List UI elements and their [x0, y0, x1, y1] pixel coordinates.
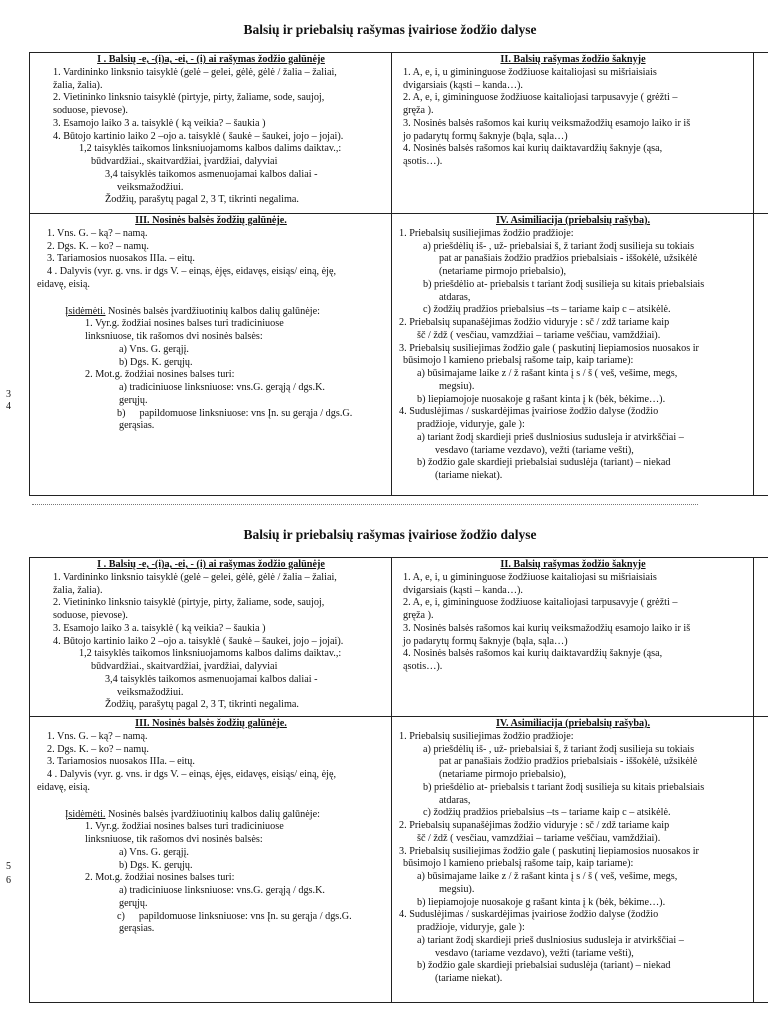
section-4-line: atdaras, [439, 291, 471, 303]
section-1-line: soduose, pievose). [53, 105, 128, 116]
section-3-note-line: a) tradiciniuose linksniuose: vns.G. gerąją / dgs.K. [119, 885, 325, 896]
list-marker: c) [117, 910, 125, 922]
section-4-line: pradžioje, viduryje, gale ): [417, 922, 525, 933]
section-4-line: (netariame pirmojo priebalsio), [439, 769, 567, 780]
section-4-cell [395, 718, 751, 1001]
section-1-line: Žodžių, parašytų pagal 2, 3 T, tikrinti negalima. [105, 194, 299, 206]
note-text: Nosinės balsės įvardžiuotinių kalbos dalių galūnėje: [105, 305, 320, 317]
section-2-line: 1. A, e, i, u gimininguose žodžiuose kaitaliojasi su mišriaisiais [403, 66, 657, 78]
section-4-line: c) žodžių pradžios priebalsius –ts – tariame kaip c – atsikėlė. [423, 807, 671, 819]
section-2-line: dvigarsiais (kąsti – kanda…). [403, 584, 523, 596]
section-1-line: veiksmažodžiui. [117, 181, 184, 193]
section-3-note-line: b) Dgs. K. gerųjų. [119, 356, 193, 368]
section-2-cell [395, 54, 751, 212]
section-3-line: 3. Tariamosios nuosakos IIIa. – eitų. [47, 756, 195, 768]
cut-line-divider [32, 504, 698, 505]
section-1-line: 1,2 taisyklės taikomos linksniuojamoms kalbos dalims daiktav.,: [79, 143, 342, 155]
note-text: papildomuose linksniuose: vns Įn. su gerąja / dgs.G. [139, 407, 353, 419]
section-3-note-line: 2. Mot.g. žodžiai nosines balses turi: [85, 872, 235, 884]
section-3-note-line: a) Vns. G. gerąjį. [119, 343, 189, 355]
section-3-line: eidavę, eisią. [37, 781, 90, 793]
page-number: 5 [6, 861, 11, 872]
section-3-line: 1. Vns. G. – ką? – namą. [47, 227, 148, 239]
section-4-line: šč / ždž ( vesčiau, vamzdžiai – tariame veščiau, vamždžiai). [417, 329, 661, 341]
section-4-line: (tariame niekat). [435, 973, 503, 984]
section-1-line: 1. Vardininko linksnio taisyklė (gelė – gelei, gėlė, gėlė / žalia – žaliai, [53, 571, 337, 583]
section-2-cell [395, 559, 751, 715]
section-2-line: 2. A, e, i, gimininguose žodžiuose kaitaliojasi tarpusavyje ( grėžti – [403, 92, 678, 104]
section-4-line: 3. Priebalsių susiliejimas žodžio gale ( paskutinį liepiamosios nuosakos ir [399, 845, 699, 857]
section-4-line: b) priešdėlio at- priebalsis t tariant žodį susilieja su kitais priebalsiais [423, 278, 705, 290]
section-4-line: a) tariant žodį skardieji prieš duslniosius sudusleja ir atvirkščiai – [417, 934, 684, 946]
section-3-line: 2. Dgs. K. – ko? – namų. [47, 743, 149, 755]
section-2-line: dvigarsiais (kąsti – kanda…). [403, 79, 523, 91]
section-4-line: a) būsimajame laike z / ž rašant kinta į s / š ( veš, vešime, megs, [417, 871, 678, 882]
section-2-line: 3. Nosinės balsės rašomos kai kurių veiksmažodžių esamojo laiko ir iš [403, 622, 691, 634]
section-2-line: jo padarytų formų šaknyje (bąla, sąla…) [403, 635, 568, 647]
section-3-note-line: linksniuose, tik rašomos dvi nosinės balsės: [85, 331, 263, 342]
section-3-cell [33, 718, 389, 1001]
section-2-line: jo padarytų formų šaknyje (bąla, sąla…) [403, 130, 568, 142]
page-title: Balsių ir priebalsių rašymas įvairiose žodžio dalyse [243, 22, 537, 37]
section-2-header: II. Balsių rašymas žodžio šaknyje [500, 559, 646, 570]
section-3-note-line: b) Dgs. K. gerųjų. [119, 859, 193, 871]
section-4-line: (tariame niekat). [435, 470, 503, 481]
section-4-header: IV. Asimiliacija (priebalsių rašyba). [495, 718, 651, 729]
section-3-line: 4 . Dalyvis (vyr. g. vns. ir dgs V. – einąs, ėjęs, eidavęs, eisiąs/ einą, ėję, [47, 266, 337, 277]
section-4-line: pat ar panašiais žodžio pradžios priebalsiais - iššokėlė, užsikėlė [439, 756, 698, 768]
section-4-line: (netariame pirmojo priebalsio), [439, 266, 567, 277]
list-marker: b) [117, 407, 126, 419]
section-1-line: 3. Esamojo laiko 3 a. taisyklė ( ką veikia? – šaukia ) [53, 117, 266, 129]
section-1-line: žalia, žalia). [53, 79, 103, 91]
section-1-line: 2. Vietininko linksnio taisyklė (pirtyje, pirty, žaliame, sode, saujoj, [53, 597, 325, 609]
section-1-cell [33, 54, 389, 212]
section-1-line: 4. Būtojo kartinio laiko 2 –ojo a. taisyklė ( šaukė – šaukei, jojo – jojai). [53, 635, 344, 647]
section-3-note [33, 809, 389, 822]
section-4-line: b) liepiamojoje nuosakoje g rašant kinta į k (bėk, bėkime…). [417, 896, 666, 908]
section-3-note-line: 2. Mot.g. žodžiai nosines balses turi: [85, 369, 235, 381]
section-4-line: būsimojo l kamieno priebalsį rašome taip, kaip tariame): [403, 858, 634, 870]
section-3-note-line: a) Vns. G. gerąjį. [119, 846, 189, 858]
section-3-note-line: gerųjų. [119, 394, 148, 406]
page-number: 6 [6, 875, 11, 886]
section-2-line: 4. Nosinės balsės rašomos kai kurių daiktavardžių šaknyje (ąsa, [403, 648, 663, 660]
section-4-line: megsiu). [439, 380, 475, 392]
section-4-line: vesdavo (tariame vezdavo), vežti (tariame vešti), [435, 444, 634, 456]
section-3-note-line: gerąsias. [119, 923, 155, 935]
section-1-line: 1. Vardininko linksnio taisyklė (gelė – gelei, gėlė, gėlė / žalia – žaliai, [53, 66, 337, 78]
section-4-line: 2. Priebalsių supanašėjimas žodžio viduryje : sč / zdž tariame kaip [399, 317, 670, 328]
section-1-line: soduose, pievose). [53, 610, 128, 621]
section-2-line: ąsotis…). [403, 156, 443, 167]
section-4-line: b) žodžio gale skardieji priebalsiai suduslėja (tariant) – niekad [417, 457, 671, 469]
section-4-header: IV. Asimiliacija (priebalsių rašyba). [495, 215, 651, 226]
section-3-note-line: 1. Vyr.g. žodžiai nosines balses turi tradiciniuose [85, 318, 284, 330]
section-1-cell [33, 559, 389, 715]
section-4-line: šč / ždž ( vesčiau, vamzdžiai – tariame veščiau, vamždžiai). [417, 832, 661, 844]
section-4-cell [395, 215, 751, 494]
section-4-line: b) žodžio gale skardieji priebalsiai suduslėja (tariant) – niekad [417, 960, 671, 972]
section-3-line: 1. Vns. G. – ką? – namą. [47, 730, 148, 742]
note-text: papildomuose linksniuose: vns Įn. su gerąja / dgs.G. [138, 910, 352, 922]
section-4-line: 3. Priebalsių susiliejimas žodžio gale ( paskutinį liepiamosios nuosakos ir [399, 342, 699, 354]
note-text: Nosinės balsės įvardžiuotinių kalbos dalių galūnėje: [105, 808, 320, 820]
section-1-header: I . Balsių -e, -(i)a, -ei, - (i) ai rašymas žodžio galūnėje [97, 559, 325, 570]
section-1-line: 2. Vietininko linksnio taisyklė (pirtyje, pirty, žaliame, sode, saujoj, [53, 92, 325, 104]
section-4-line: b) liepiamojoje nuosakoje g rašant kinta į k (bėk, bėkime…). [417, 393, 666, 405]
section-4-line: a) priešdėlių iš- , už- priebalsiai š, ž tariant žodį susilieja su tokiais [423, 240, 695, 252]
section-1-line: 3,4 taisyklės taikomos asmenuojamai kalbos daliai - [105, 673, 318, 685]
section-2-line: 3. Nosinės balsės rašomos kai kurių veiksmažodžių esamojo laiko ir iš [403, 117, 691, 129]
section-3-note-line: gerąsias. [119, 420, 155, 432]
section-2-line: 1. A, e, i, u gimininguose žodžiuose kaitaliojasi su mišriaisiais [403, 571, 657, 583]
section-1-line: 3. Esamojo laiko 3 a. taisyklė ( ką veikia? – šaukia ) [53, 622, 266, 634]
section-3-line: 4 . Dalyvis (vyr. g. vns. ir dgs V. – einąs, ėjęs, eidavęs, eisiąs/ einą, ėję, [47, 769, 337, 780]
section-1-line: Žodžių, parašytų pagal 2, 3 T, tikrinti negalima. [105, 699, 299, 711]
rules-table [29, 557, 768, 1003]
section-4-line: 4. Suduslėjimas / suskardėjimas įvairiose žodžio dalyse (žodžio [399, 406, 659, 418]
section-3-note-line: gerųjų. [119, 897, 148, 909]
section-4-line: 2. Priebalsių supanašėjimas žodžio viduryje : sč / zdž tariame kaip [399, 820, 670, 831]
section-1-line: 1,2 taisyklės taikomos linksniuojamoms kalbos dalims daiktav.,: [79, 648, 342, 660]
section-4-line: c) žodžių pradžios priebalsius –ts – tariame kaip c – atsikėlė. [423, 304, 671, 316]
section-2-line: gręža ). [403, 105, 434, 116]
section-3-note-line [33, 911, 389, 924]
section-3-cell [33, 215, 389, 494]
page-number: 3 [6, 389, 11, 400]
section-4-line: b) priešdėlio at- priebalsis t tariant žodį susilieja su kitais priebalsiais [423, 781, 705, 793]
section-1-line: 4. Būtojo kartinio laiko 2 –ojo a. taisyklė ( šaukė – šaukei, jojo – jojai). [53, 130, 344, 142]
section-3-line: 2. Dgs. K. – ko? – namų. [47, 240, 149, 252]
section-4-line: būsimojo l kamieno priebalsį rašome taip, kaip tariame): [403, 355, 634, 367]
rules-table [29, 52, 768, 496]
section-1-line: žalia, žalia). [53, 584, 103, 596]
section-3-line: 3. Tariamosios nuosakos IIIa. – eitų. [47, 253, 195, 265]
section-4-line: megsiu). [439, 883, 475, 895]
section-4-line: vesdavo (tariame vezdavo), vežti (tariame vešti), [435, 947, 634, 959]
section-3-note-line: a) tradiciniuose linksniuose: vns.G. gerąją / dgs.K. [119, 382, 325, 393]
section-4-line: a) priešdėlių iš- , už- priebalsiai š, ž tariant žodį susilieja su tokiais [423, 743, 695, 755]
section-3-header: III. Nosinės balsės žodžių galūnėje. [135, 215, 287, 226]
section-3-header: III. Nosinės balsės žodžių galūnėje. [135, 718, 287, 729]
section-4-line: pat ar panašiais žodžio pradžios priebalsiais - iššokėlė, užsikėlė [439, 253, 698, 265]
section-2-header: II. Balsių rašymas žodžio šaknyje [500, 54, 646, 65]
section-1-line: būdvardžiai., skaitvardžiai, įvardžiai, dalyviai [91, 661, 278, 672]
section-2-line: ąsotis…). [403, 661, 443, 672]
section-1-line: 3,4 taisyklės taikomos asmenuojamai kalbos daliai - [105, 168, 318, 180]
section-4-line: 1. Priebalsių susiliejimas žodžio pradžioje: [399, 730, 574, 742]
section-4-line: 1. Priebalsių susiliejimas žodžio pradžioje: [399, 227, 574, 239]
section-4-line: pradžioje, viduryje, gale ): [417, 419, 525, 430]
page-number: 4 [6, 401, 11, 412]
section-4-line: a) tariant žodį skardieji prieš duslniosius sudusleja ir atvirkščiai – [417, 431, 684, 443]
section-2-line: 4. Nosinės balsės rašomos kai kurių daiktavardžių šaknyje (ąsa, [403, 143, 663, 155]
section-1-header: I . Balsių -e, -(i)a, -ei, - (i) ai rašymas žodžio galūnėje [97, 54, 325, 65]
section-3-note-line: 1. Vyr.g. žodžiai nosines balses turi tradiciniuose [85, 821, 284, 833]
note-label: Įsidėmėti. [65, 808, 106, 820]
section-1-line: veiksmažodžiui. [117, 686, 184, 698]
section-2-line: gręža ). [403, 610, 434, 621]
section-3-note-line: linksniuose, tik rašomos dvi nosinės balsės: [85, 834, 263, 845]
section-3-line: eidavę, eisią. [37, 278, 90, 290]
section-3-note-line [33, 408, 389, 421]
page-title: Balsių ir priebalsių rašymas įvairiose žodžio dalyse [243, 527, 537, 542]
section-1-line: būdvardžiai., skaitvardžiai, įvardžiai, dalyviai [91, 156, 278, 167]
note-label: Įsidėmėti. [65, 305, 106, 317]
section-2-line: 2. A, e, i, gimininguose žodžiuose kaitaliojasi tarpusavyje ( grėžti – [403, 597, 678, 609]
section-3-note [33, 306, 389, 319]
section-4-line: a) būsimajame laike z / ž rašant kinta į s / š ( veš, vešime, megs, [417, 368, 678, 379]
section-4-line: atdaras, [439, 794, 471, 806]
section-4-line: 4. Suduslėjimas / suskardėjimas įvairiose žodžio dalyse (žodžio [399, 909, 659, 921]
